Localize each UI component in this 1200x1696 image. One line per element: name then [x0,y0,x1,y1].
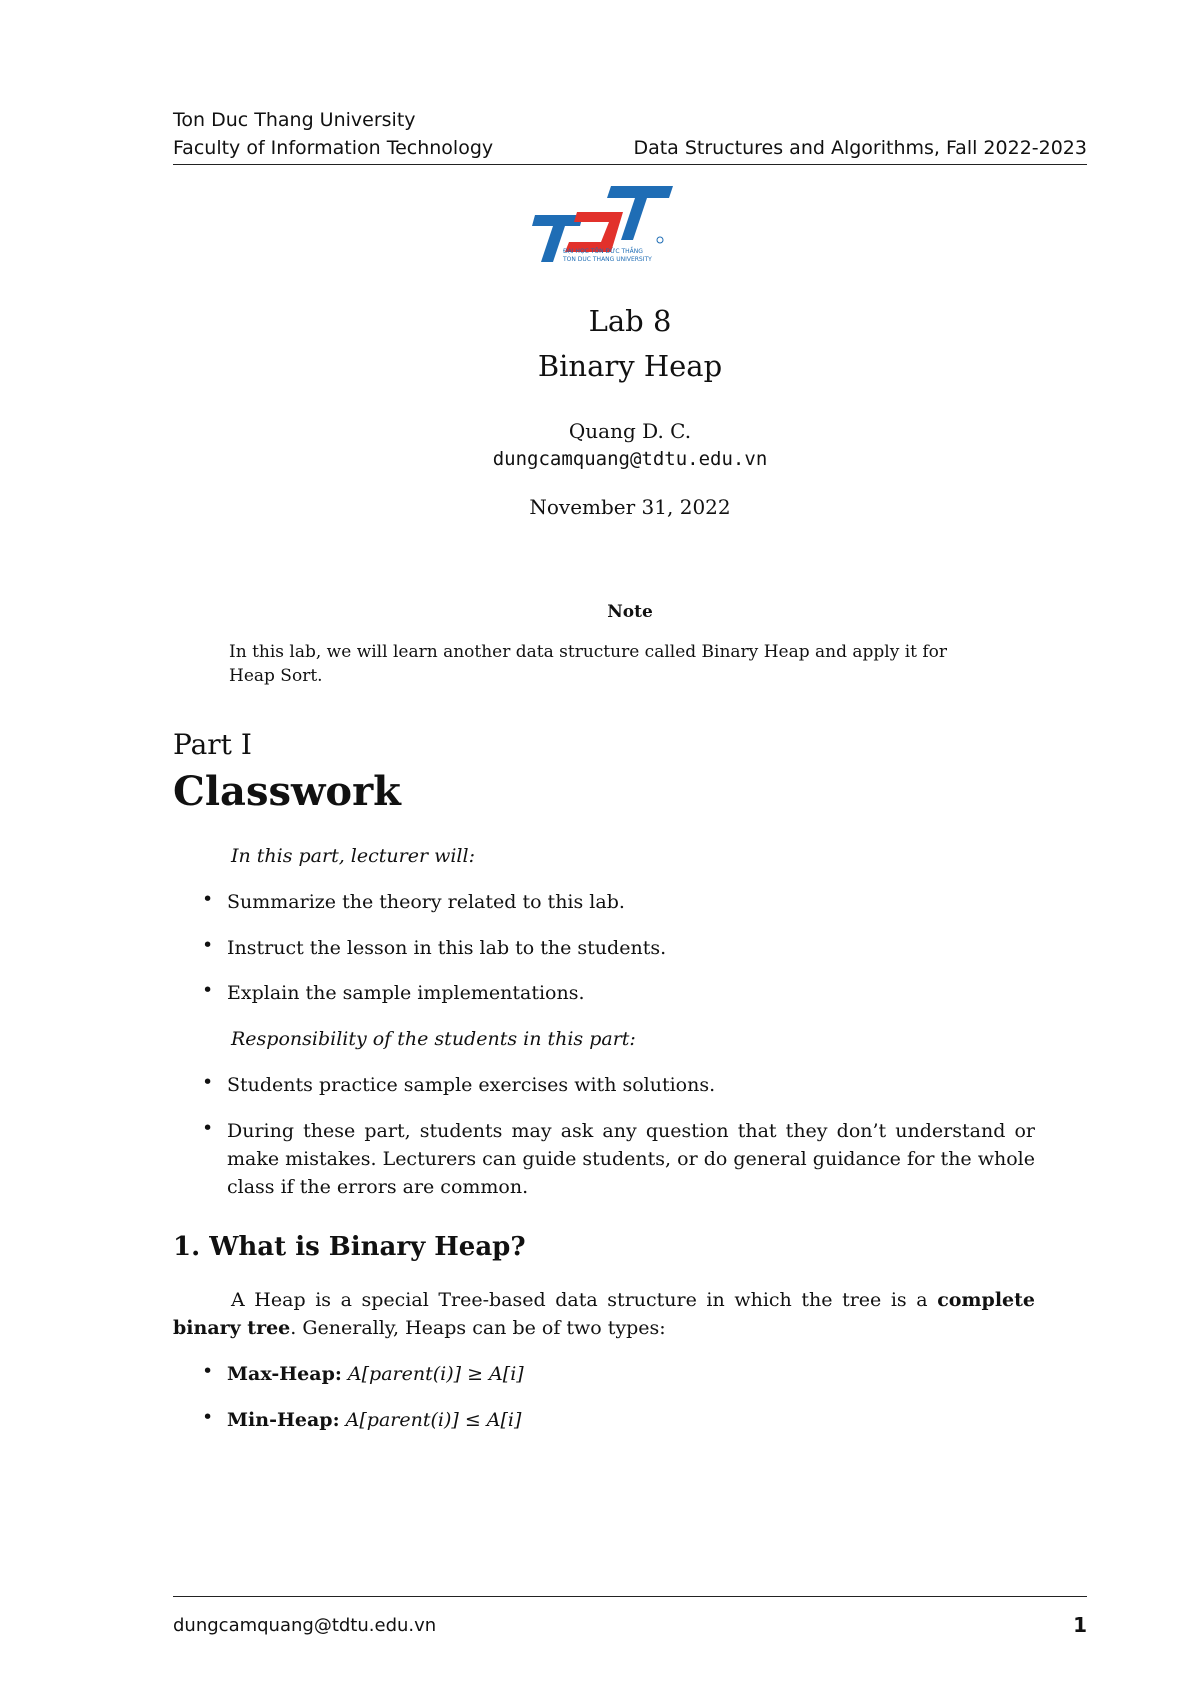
list-item: During these part, students may ask any question that they don’t understand or make mistakes. Lecturers can guide students, or do general guidance for the whole class if the errors are common. [227,1120,1035,1198]
list-item: Instruct the lesson in this lab to the students. [227,937,667,959]
list-item-max-heap [227,1360,1035,1388]
bullet-icon: • [202,1406,214,1428]
list-item-min-heap [227,1406,1035,1434]
list-item: Explain the sample implementations. [227,982,585,1004]
section-title: 1. What is Binary Heap? [173,1232,526,1262]
author-email: dungcamquang@tdtu.edu.vn [492,448,768,470]
lab-date: November 31, 2022 [529,495,731,519]
section-paragraph [173,1286,1035,1342]
part-title: Classwork [173,768,401,815]
student-intro: Responsibility of the students in this part: [231,1028,636,1050]
lecturer-intro: In this part, lecturer will: [231,845,475,867]
bullet-icon: • [202,1117,214,1139]
logo-caption-1: ĐẠI HỌC TÔN ĐỨC THẮNG [563,248,643,255]
logo-caption-2: TON DUC THANG UNIVERSITY [563,256,652,263]
bullet-icon: • [202,888,214,910]
list-item: Students practice sample exercises with solutions. [227,1074,716,1096]
bullet-icon: • [202,934,214,956]
min-heap-label: Min-Heap: [227,1409,340,1431]
part-label: Part I [173,728,252,761]
bullet-icon: • [202,1360,214,1382]
lab-number: Lab 8 [588,304,672,338]
header-course: Data Structures and Algorithms, Fall 2022-2023 [633,137,1087,159]
paragraph-text-start: A Heap is a special Tree-based data structure in which the tree is a [231,1289,938,1311]
note-text: In this lab, we will learn another data structure called Binary Heap and apply it for Heap Sort. [229,642,948,686]
list-item: Summarize the theory related to this lab. [227,891,625,913]
lab-topic: Binary Heap [537,349,723,383]
paragraph-bold-term: complete binary tree [173,1289,1035,1339]
max-heap-formula: A[parent(i)] ≥ A[i] [347,1363,524,1385]
header-rule [173,164,1087,165]
note-label: Note [607,602,653,622]
footer-rule [173,1596,1087,1597]
header-faculty: Faculty of Information Technology [173,137,494,159]
max-heap-label: Max-Heap: [227,1363,342,1385]
footer-email: dungcamquang@tdtu.edu.vn [173,1615,437,1636]
paragraph-text-end: . Generally, Heaps can be of two types: [290,1317,666,1339]
author-name: Quang D. C. [568,419,692,443]
header-university: Ton Duc Thang University [173,109,416,131]
university-logo [525,182,675,270]
min-heap-formula: A[parent(i)] ≤ A[i] [345,1409,522,1431]
page-number: 1 [1073,1613,1087,1637]
bullet-icon: • [202,979,214,1001]
bullet-icon: • [202,1071,214,1093]
